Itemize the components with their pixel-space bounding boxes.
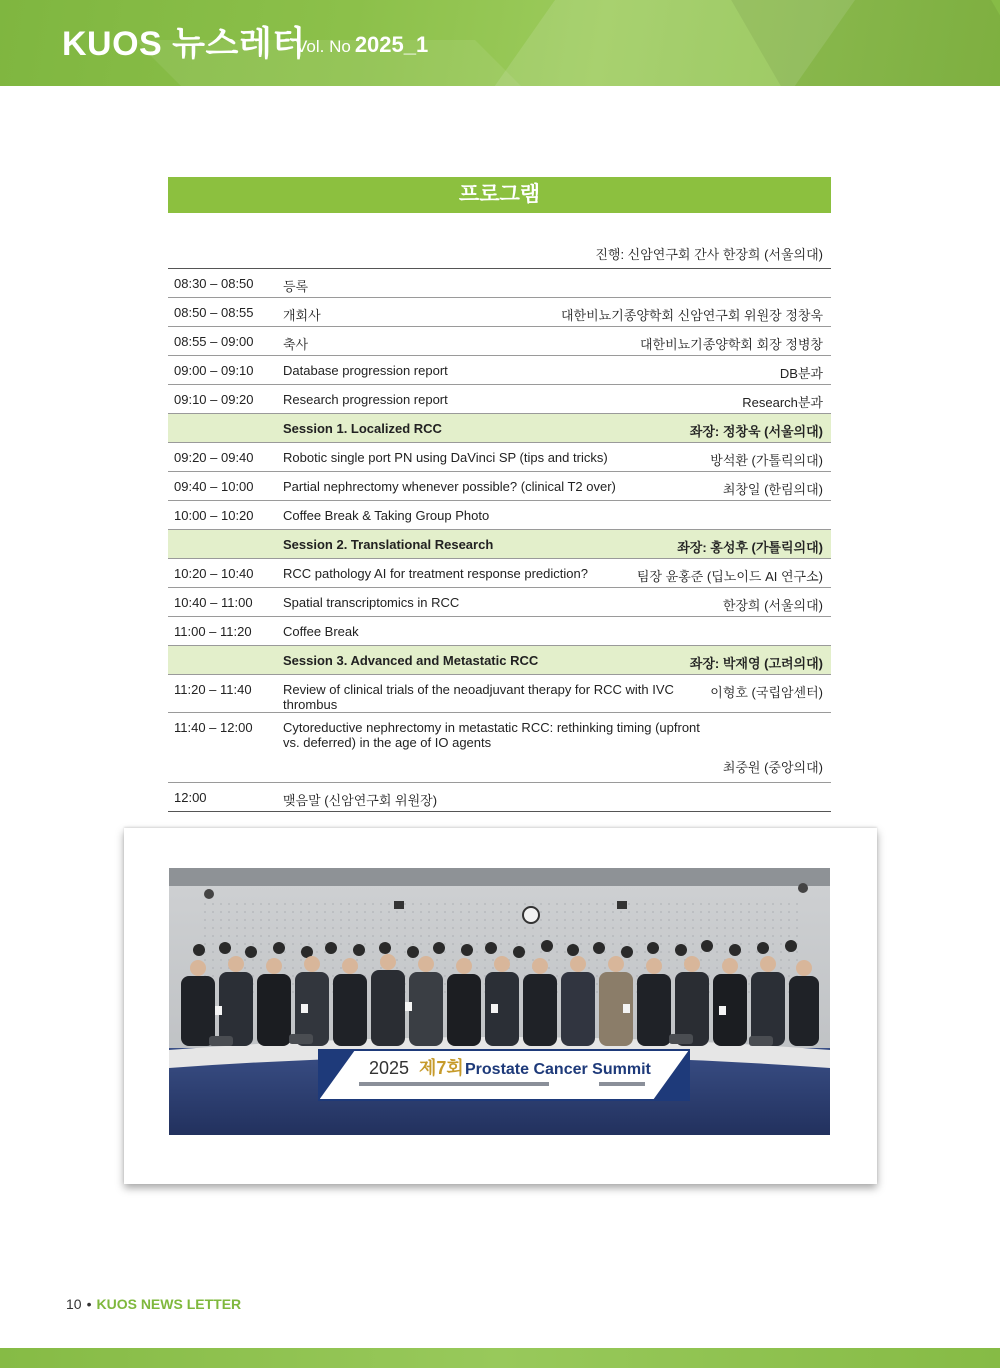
row-time: 08:55 – 09:00 [174, 334, 254, 349]
schedule-row [168, 385, 831, 414]
volume-number: 2025_1 [354, 32, 429, 57]
row-time: 12:00 [174, 790, 207, 805]
schedule-row [168, 783, 831, 812]
row-time: 10:20 – 10:40 [174, 566, 254, 581]
header-band [0, 0, 1000, 86]
row-title: Research progression report [283, 392, 448, 407]
row-speaker [815, 269, 831, 276]
program-moderator: 진행: 신암연구회 간사 한장희 (서울의대) [595, 247, 823, 262]
footer-bullet: • [86, 1296, 92, 1312]
banner-title: Prostate Cancer Summit [465, 1061, 651, 1078]
volume-label: Vol. No [296, 37, 351, 56]
row-speaker: Research분과 [742, 395, 823, 410]
group-photo [169, 868, 830, 1135]
row-speaker: 이형호 (국립암센터) [710, 685, 823, 700]
banner-edition: 제7회 [419, 1058, 464, 1078]
footer-newsletter-name: KUOS NEWS LETTER [96, 1296, 242, 1312]
row-speaker: 최창일 (한림의대) [722, 482, 823, 497]
row-time: 08:50 – 08:55 [174, 305, 254, 320]
row-title: RCC pathology AI for treatment response prediction? [283, 566, 588, 581]
schedule-row [168, 327, 831, 356]
row-time: 10:00 – 10:20 [174, 508, 254, 523]
row-time: 10:40 – 11:00 [174, 595, 253, 610]
row-speaker [815, 501, 831, 508]
row-time: 09:20 – 09:40 [174, 450, 254, 465]
page-number: 10 [66, 1296, 82, 1312]
session-title: Session 3. Advanced and Metastatic RCC [283, 653, 539, 668]
row-speaker: 대한비뇨기종양학회 신암연구회 위원장 정창욱 [561, 308, 823, 323]
schedule-table [168, 268, 831, 812]
page-footer [66, 1296, 241, 1312]
schedule-row [168, 617, 831, 646]
row-time [168, 646, 276, 653]
session-header-row [168, 414, 831, 443]
row-speaker: DB분과 [779, 366, 823, 381]
row-speaker: 한장희 (서울의대) [722, 598, 823, 613]
footer-band [0, 1348, 1000, 1368]
program-title: 프로그램 [168, 177, 831, 213]
row-title: Spatial transcriptomics in RCC [283, 595, 460, 610]
schedule-row [168, 269, 831, 298]
row-title: Robotic single port PN using DaVinci SP (tips and tricks) [283, 450, 608, 465]
schedule-row [168, 559, 831, 588]
row-title: Coffee Break & Taking Group Photo [283, 508, 490, 523]
photo-card [124, 828, 877, 1184]
row-title: Cytoreductive nephrectomy in metastatic RCC: rethinking timing (upfront vs. deferred) in the age of IO agents [283, 720, 700, 750]
schedule-row [168, 588, 831, 617]
row-speaker [815, 783, 831, 790]
row-title: Partial nephrectomy whenever possible? (clinical T2 over) [283, 479, 616, 494]
row-title: 개회사 [283, 308, 321, 323]
newsletter-brand: KUOS 뉴스레터 [62, 25, 306, 63]
row-time [168, 530, 276, 537]
row-speaker: 방석환 (가톨릭의대) [710, 453, 823, 468]
session-header-row [168, 646, 831, 675]
session-chair: 좌장: 박재영 (고려의대) [689, 656, 823, 671]
row-title: Database progression report [283, 363, 448, 378]
volume-info [296, 32, 428, 58]
schedule-row [168, 675, 831, 713]
schedule-row [168, 356, 831, 385]
row-time: 11:40 – 12:00 [174, 720, 253, 735]
schedule-row [168, 443, 831, 472]
schedule-row [168, 501, 831, 530]
row-title: 축사 [283, 337, 309, 352]
row-title: Review of clinical trials of the neoadjuvant therapy for RCC with IVC thrombus [283, 682, 674, 712]
session-title: Session 2. Translational Research [283, 537, 494, 552]
row-speaker [815, 617, 831, 624]
row-title: 맺음말 (신암연구회 위원장) [283, 793, 438, 808]
row-time: 11:00 – 11:20 [174, 624, 252, 639]
row-time: 09:40 – 10:00 [174, 479, 254, 494]
row-speaker: 대한비뇨기종양학회 회장 정병창 [639, 337, 823, 352]
row-time [168, 414, 276, 421]
schedule-row [168, 472, 831, 501]
session-chair: 좌장: 정창욱 (서울의대) [689, 424, 823, 439]
row-speaker: 최중원 (중앙의대) [722, 760, 823, 775]
session-header-row [168, 530, 831, 559]
schedule-row [168, 713, 831, 783]
row-time: 09:10 – 09:20 [174, 392, 254, 407]
row-title: Coffee Break [283, 624, 359, 639]
row-time: 09:00 – 09:10 [174, 363, 254, 378]
row-time: 11:20 – 11:40 [174, 682, 252, 697]
row-time: 08:30 – 08:50 [174, 276, 254, 291]
schedule-row [168, 298, 831, 327]
session-title: Session 1. Localized RCC [283, 421, 442, 436]
row-speaker: 팀장 윤홍준 (딥노이드 AI 연구소) [636, 569, 823, 584]
session-chair: 좌장: 홍성후 (가톨릭의대) [677, 540, 823, 555]
row-title: 등록 [283, 279, 309, 294]
banner-year: 2025 [369, 1058, 410, 1078]
